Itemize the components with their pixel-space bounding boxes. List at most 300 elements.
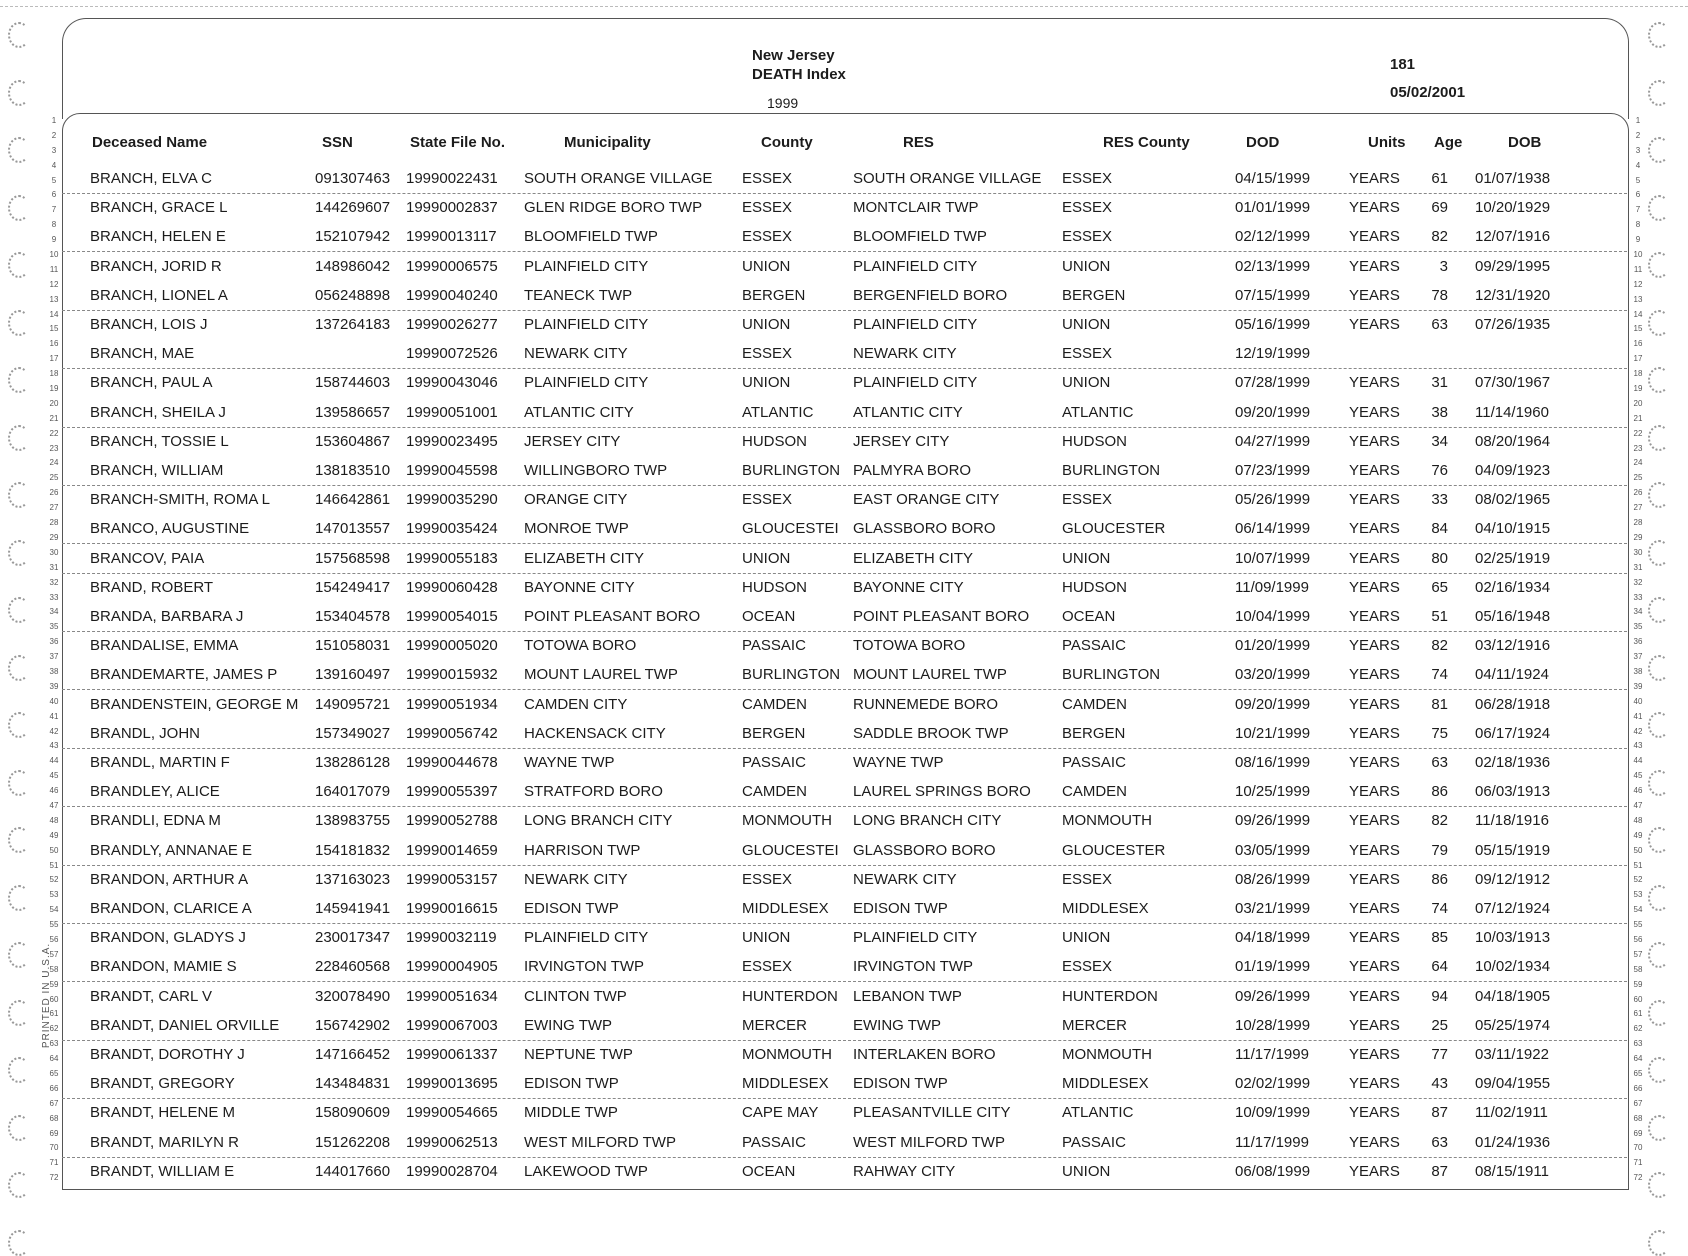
res-county-cell: PASSAIC <box>1062 754 1126 771</box>
tractor-hole-icon <box>1648 770 1670 796</box>
date-of-death-cell: 07/23/1999 <box>1235 462 1311 479</box>
ssn-cell: 152107942 <box>315 228 391 246</box>
res-county-cell: BERGEN <box>1062 724 1126 742</box>
table-row <box>62 952 1627 982</box>
state-file-no-cell: 19990004905 <box>406 958 498 976</box>
deceased-name-cell: BRANDT, GREGORY <box>90 1075 235 1093</box>
municipality-cell: WILLINGBORO TWP <box>524 462 668 479</box>
line-numbers-left: 1 2 3 4 5 6 7 8 9 10 11 12 13 14 15 16 17 18 19 20 21 22 23 24 25 26 27 28 29 30 31 32 33 34 35 36 37 38 39 40 41 42 43 44 45 46 47 48 49 50 51 52 53 54 55 56 57 58 59 60 61 62 63 64 65 66 67 68 69 70 71 72 <box>49 116 59 1183</box>
date-of-death-cell: 01/20/1999 <box>1235 637 1311 655</box>
date-of-death-cell: 04/15/1999 <box>1235 170 1311 187</box>
residence-cell: SADDLE BROOK TWP <box>853 724 1009 742</box>
date-of-death-cell: 06/08/1999 <box>1235 1162 1311 1180</box>
tractor-hole-icon <box>1648 367 1670 393</box>
state-file-no-cell: 19990026277 <box>406 316 498 333</box>
date-of-death-cell: 10/07/1999 <box>1235 549 1311 567</box>
county-cell: UNION <box>742 257 791 275</box>
residence-cell: JERSEY CITY <box>853 432 950 450</box>
ssn-cell: 138183510 <box>315 462 391 479</box>
state-file-no-cell: 19990028704 <box>406 1162 498 1180</box>
deceased-name-cell: BRANCOV, PAIA <box>90 549 205 567</box>
deceased-name-cell: BRANDLI, EDNA M <box>90 812 221 830</box>
state-file-no-cell: 19990045598 <box>406 462 498 479</box>
age-units-cell: YEARS <box>1349 1162 1400 1180</box>
state-file-no-cell: 19990051634 <box>406 987 498 1005</box>
date-of-death-cell: 03/20/1999 <box>1235 666 1311 684</box>
age-units-cell: YEARS <box>1349 783 1400 801</box>
tractor-hole-icon <box>8 1172 30 1198</box>
residence-cell: IRVINGTON TWP <box>853 958 974 976</box>
residence-cell: GLASSBORO BORO <box>853 841 996 859</box>
residence-cell: PALMYRA BORO <box>853 462 972 479</box>
col-header-state-file-no: State File No. <box>410 134 506 151</box>
tractor-hole-icon <box>8 827 30 853</box>
age-units-cell: YEARS <box>1349 812 1400 830</box>
col-header-ssn: SSN <box>322 134 353 151</box>
date-of-death-cell: 10/25/1999 <box>1235 783 1311 801</box>
municipality-cell: PLAINFIELD CITY <box>524 316 649 333</box>
age-cell: 76 <box>1431 462 1448 479</box>
deceased-name-cell: BRANCH, ELVA C <box>90 170 212 187</box>
res-county-cell: OCEAN <box>1062 608 1116 625</box>
residence-cell: MOUNT LAUREL TWP <box>853 666 1007 684</box>
residence-cell: ELIZABETH CITY <box>853 549 974 567</box>
tractor-hole-icon <box>1648 1000 1670 1026</box>
tractor-hole-icon <box>8 137 30 163</box>
deceased-name-cell: BRANDON, CLARICE A <box>90 900 252 917</box>
table-row <box>62 368 1627 397</box>
deceased-name-cell: BRAND, ROBERT <box>90 578 214 596</box>
date-of-death-cell: 10/21/1999 <box>1235 724 1311 742</box>
table-row <box>62 602 1627 632</box>
res-county-cell: ESSEX <box>1062 958 1113 976</box>
age-cell: 33 <box>1431 491 1448 509</box>
municipality-cell: MOUNT LAUREL TWP <box>524 666 678 684</box>
date-of-birth-cell: 04/10/1915 <box>1475 520 1551 538</box>
age-cell: 84 <box>1431 520 1448 538</box>
county-cell: ATLANTIC <box>742 403 814 421</box>
res-county-cell: CAMDEN <box>1062 695 1128 713</box>
date-of-death-cell: 01/19/1999 <box>1235 958 1311 976</box>
page-number: 181 <box>1390 56 1416 73</box>
municipality-cell: GLEN RIDGE BORO TWP <box>524 199 703 217</box>
tractor-hole-icon <box>8 540 30 566</box>
date-of-birth-cell: 11/18/1916 <box>1475 812 1549 830</box>
date-of-birth-cell: 12/07/1916 <box>1475 228 1551 246</box>
age-cell: 79 <box>1431 841 1448 859</box>
county-cell: BURLINGTON <box>742 666 841 684</box>
municipality-cell: ORANGE CITY <box>524 491 628 509</box>
state-file-no-cell: 19990051001 <box>406 403 498 421</box>
date-of-birth-cell: 10/03/1913 <box>1475 929 1551 947</box>
date-of-death-cell: 09/20/1999 <box>1235 695 1311 713</box>
date-of-death-cell: 07/28/1999 <box>1235 374 1311 392</box>
residence-cell: SOUTH ORANGE VILLAGE <box>853 170 1042 187</box>
date-of-death-cell: 08/26/1999 <box>1235 870 1311 888</box>
date-of-birth-cell: 06/17/1924 <box>1475 724 1551 742</box>
ssn-cell: 320078490 <box>315 987 391 1005</box>
date-of-death-cell: 04/27/1999 <box>1235 432 1311 450</box>
tractor-hole-icon <box>8 482 30 508</box>
municipality-cell: NEWARK CITY <box>524 345 628 363</box>
deceased-name-cell: BRANDT, DANIEL ORVILLE <box>90 1016 280 1034</box>
ssn-cell: 157349027 <box>315 724 391 742</box>
date-of-death-cell: 09/26/1999 <box>1235 987 1311 1005</box>
age-cell: 82 <box>1431 637 1448 655</box>
age-cell: 43 <box>1431 1075 1448 1093</box>
date-of-birth-cell: 09/04/1955 <box>1475 1075 1551 1093</box>
tractor-hole-icon <box>8 597 30 623</box>
county-cell: CAMDEN <box>742 695 808 713</box>
deceased-name-cell: BRANCH, LIONEL A <box>90 286 228 304</box>
tractor-hole-icon <box>8 252 30 278</box>
deceased-name-cell: BRANCH, HELEN E <box>90 228 226 246</box>
table-row <box>62 777 1627 807</box>
deceased-name-cell: BRANDEMARTE, JAMES P <box>90 666 278 684</box>
state-file-no-cell: 19990035290 <box>406 491 498 509</box>
ssn-cell: 149095721 <box>315 695 391 713</box>
ssn-cell: 148986042 <box>315 257 391 275</box>
deceased-name-cell: BRANCH, LOIS J <box>90 316 208 333</box>
county-cell: PASSAIC <box>742 1133 806 1151</box>
res-county-cell: HUDSON <box>1062 578 1128 596</box>
age-cell: 3 <box>1439 257 1448 275</box>
table-row <box>62 923 1627 952</box>
state-file-no-cell: 19990055183 <box>406 549 498 567</box>
table-row <box>62 894 1627 924</box>
table-row <box>62 982 1627 1011</box>
ssn-cell: 144269607 <box>315 199 391 217</box>
state-file-no-cell: 19990035424 <box>406 520 498 538</box>
deceased-name-cell: BRANDT, CARL V <box>90 987 212 1005</box>
ssn-cell: 230017347 <box>315 929 391 947</box>
tractor-hole-icon <box>1648 1115 1670 1141</box>
table-row <box>62 222 1627 252</box>
tractor-hole-icon <box>8 80 30 106</box>
deceased-name-cell: BRANDT, DOROTHY J <box>90 1046 245 1063</box>
deceased-name-cell: BRANDT, WILLIAM E <box>90 1162 235 1180</box>
deceased-name-cell: BRANDON, ARTHUR A <box>90 870 249 888</box>
deceased-name-cell: BRANCH, MAE <box>90 345 195 363</box>
municipality-cell: BLOOMFIELD TWP <box>524 228 658 246</box>
municipality-cell: LAKEWOOD TWP <box>524 1162 648 1180</box>
table-row <box>62 1011 1627 1041</box>
residence-cell: POINT PLEASANT BORO <box>853 608 1030 625</box>
residence-cell: INTERLAKEN BORO <box>853 1046 996 1063</box>
age-cell: 34 <box>1431 432 1448 450</box>
age-units-cell: YEARS <box>1349 374 1400 392</box>
tractor-hole-icon <box>8 770 30 796</box>
table-row <box>62 719 1627 749</box>
state-file-no-cell: 19990044678 <box>406 754 498 771</box>
date-of-birth-cell: 05/16/1948 <box>1475 608 1551 625</box>
table-row <box>62 1128 1627 1158</box>
state-file-no-cell: 19990023495 <box>406 432 498 450</box>
date-of-birth-cell: 07/30/1967 <box>1475 374 1551 392</box>
state-file-no-cell: 19990002837 <box>406 199 498 217</box>
state-file-no-cell: 19990043046 <box>406 374 498 392</box>
municipality-cell: NEPTUNE TWP <box>524 1046 633 1063</box>
res-county-cell: UNION <box>1062 257 1111 275</box>
age-units-cell: YEARS <box>1349 316 1400 333</box>
county-cell: ESSEX <box>742 491 793 509</box>
state-file-no-cell: 19990016615 <box>406 900 498 917</box>
tractor-hole-icon <box>1648 1057 1670 1083</box>
county-cell: ESSEX <box>742 345 793 363</box>
age-cell: 51 <box>1431 608 1448 625</box>
date-of-birth-cell: 08/02/1965 <box>1475 491 1551 509</box>
age-units-cell: YEARS <box>1349 1016 1400 1034</box>
line-numbers-right: 1 2 3 4 5 6 7 8 9 10 11 12 13 14 15 16 17 18 19 20 21 22 23 24 25 26 27 28 29 30 31 32 33 34 35 36 37 38 39 40 41 42 43 44 45 46 47 48 49 50 51 52 53 54 55 56 57 58 59 60 61 62 63 64 65 66 67 68 69 70 71 72 <box>1633 116 1643 1183</box>
residence-cell: BLOOMFIELD TWP <box>853 228 987 246</box>
municipality-cell: WEST MILFORD TWP <box>524 1133 676 1151</box>
deceased-name-cell: BRANCH, SHEILA J <box>90 403 226 421</box>
table-row <box>62 573 1627 602</box>
age-cell: 74 <box>1431 900 1448 917</box>
age-units-cell: YEARS <box>1349 870 1400 888</box>
age-units-cell: YEARS <box>1349 549 1400 567</box>
age-cell: 94 <box>1431 987 1448 1005</box>
age-cell: 64 <box>1431 958 1448 976</box>
residence-cell: LONG BRANCH CITY <box>853 812 1002 830</box>
table-row <box>62 748 1627 777</box>
deceased-name-cell: BRANCH, TOSSIE L <box>90 432 229 450</box>
tractor-hole-icon <box>8 655 30 681</box>
state-file-no-cell: 19990067003 <box>406 1016 498 1034</box>
residence-cell: ATLANTIC CITY <box>853 403 963 421</box>
residence-cell: RAHWAY CITY <box>853 1162 956 1180</box>
age-units-cell: YEARS <box>1349 841 1400 859</box>
county-cell: MERCER <box>742 1016 808 1034</box>
residence-cell: EWING TWP <box>853 1016 942 1034</box>
tractor-hole-icon <box>1648 712 1670 738</box>
tractor-hole-icon <box>1648 1172 1670 1198</box>
county-cell: MIDDLESEX <box>742 900 829 917</box>
deceased-name-cell: BRANDT, MARILYN R <box>90 1133 239 1151</box>
deceased-name-cell: BRANCO, AUGUSTINE <box>90 520 250 538</box>
ssn-cell: 164017079 <box>315 783 391 801</box>
index-year: 1999 <box>767 95 799 111</box>
age-cell: 38 <box>1431 403 1448 421</box>
ssn-cell: 157568598 <box>315 549 391 567</box>
tractor-hole-icon <box>1648 22 1670 48</box>
date-of-birth-cell: 10/02/1934 <box>1475 958 1551 976</box>
county-cell: OCEAN <box>742 608 796 625</box>
ssn-cell: 154249417 <box>315 578 391 596</box>
age-units-cell: YEARS <box>1349 724 1400 742</box>
age-units-cell: YEARS <box>1349 929 1400 947</box>
table-row <box>62 836 1627 866</box>
res-county-cell: BURLINGTON <box>1062 666 1161 684</box>
age-units-cell: YEARS <box>1349 900 1400 917</box>
age-units-cell: YEARS <box>1349 958 1400 976</box>
tractor-hole-icon <box>8 22 30 48</box>
municipality-cell: CLINTON TWP <box>524 987 627 1005</box>
date-of-birth-cell: 02/18/1936 <box>1475 754 1551 771</box>
ssn-cell: 151058031 <box>315 637 391 655</box>
municipality-cell: PLAINFIELD CITY <box>524 929 649 947</box>
date-of-birth-cell: 06/28/1918 <box>1475 695 1551 713</box>
ssn-cell: 139160497 <box>315 666 391 684</box>
age-cell: 87 <box>1431 1104 1448 1122</box>
deceased-name-cell: BRANDALISE, EMMA <box>90 637 239 655</box>
residence-cell: NEWARK CITY <box>853 870 957 888</box>
date-of-birth-cell: 02/16/1934 <box>1475 578 1551 596</box>
tractor-hole-icon <box>1648 827 1670 853</box>
county-cell: PASSAIC <box>742 637 806 655</box>
residence-cell: PLEASANTVILLE CITY <box>853 1104 1011 1122</box>
tractor-hole-icon <box>1648 540 1670 566</box>
age-cell: 69 <box>1431 199 1448 217</box>
res-county-cell: ESSEX <box>1062 345 1113 363</box>
tractor-hole-icon <box>1648 885 1670 911</box>
county-cell: HUDSON <box>742 432 808 450</box>
county-cell: BURLINGTON <box>742 462 841 479</box>
table-row <box>62 310 1627 339</box>
county-cell: HUDSON <box>742 578 808 596</box>
deceased-name-cell: BRANDLY, ANNANAE E <box>90 841 253 859</box>
date-of-death-cell: 08/16/1999 <box>1235 754 1311 771</box>
age-units-cell: YEARS <box>1349 666 1400 684</box>
ssn-cell: 146642861 <box>315 491 391 509</box>
age-units-cell: YEARS <box>1349 491 1400 509</box>
age-units-cell: YEARS <box>1349 286 1400 304</box>
age-units-cell: YEARS <box>1349 170 1400 187</box>
res-county-cell: MONMOUTH <box>1062 812 1152 830</box>
res-county-cell: GLOUCESTER <box>1062 520 1166 538</box>
res-county-cell: ESSEX <box>1062 170 1113 187</box>
county-cell: BERGEN <box>742 724 806 742</box>
ssn-cell: 138286128 <box>315 754 391 771</box>
ssn-cell: 158744603 <box>315 374 391 392</box>
state-file-no-cell: 19990054665 <box>406 1104 498 1122</box>
date-of-birth-cell: 04/11/1924 <box>1475 666 1549 684</box>
deceased-name-cell: BRANCH, WILLIAM <box>90 462 224 479</box>
tractor-hole-icon <box>1648 482 1670 508</box>
municipality-cell: EDISON TWP <box>524 900 619 917</box>
ssn-cell: 145941941 <box>315 900 391 917</box>
state-file-no-cell: 19990062513 <box>406 1133 498 1151</box>
margin-printed-text: PRINTED IN U.S.A. <box>41 942 53 1049</box>
tractor-hole-icon <box>1648 425 1670 451</box>
state-file-no-cell: 19990022431 <box>406 170 498 187</box>
date-of-death-cell: 06/14/1999 <box>1235 520 1311 538</box>
age-units-cell: YEARS <box>1349 578 1400 596</box>
municipality-cell: TOTOWA BORO <box>524 637 637 655</box>
date-of-death-cell: 05/26/1999 <box>1235 491 1311 509</box>
deceased-name-cell: BRANDON, GLADYS J <box>90 929 246 947</box>
date-of-birth-cell: 08/15/1911 <box>1475 1162 1549 1180</box>
table-row <box>62 427 1627 456</box>
age-units-cell: YEARS <box>1349 1075 1400 1093</box>
date-of-death-cell: 01/01/1999 <box>1235 199 1311 217</box>
res-county-cell: UNION <box>1062 1162 1111 1180</box>
state-file-no-cell: 19990055397 <box>406 783 498 801</box>
age-cell: 86 <box>1431 870 1448 888</box>
county-cell: UNION <box>742 316 791 333</box>
date-of-birth-cell: 12/31/1920 <box>1475 286 1551 304</box>
tractor-hole-icon <box>8 310 30 336</box>
deceased-name-cell: BRANDL, JOHN <box>90 724 201 742</box>
table-row <box>62 1098 1627 1127</box>
ssn-cell: 154181832 <box>315 841 391 859</box>
age-units-cell: YEARS <box>1349 257 1400 275</box>
municipality-cell: MONROE TWP <box>524 520 629 538</box>
tractor-hole-icon <box>8 367 30 393</box>
tractor-hole-icon <box>1648 655 1670 681</box>
age-units-cell: YEARS <box>1349 695 1400 713</box>
res-county-cell: BERGEN <box>1062 286 1126 304</box>
tractor-hole-icon <box>8 1057 30 1083</box>
table-row <box>62 690 1627 719</box>
residence-cell: RUNNEMEDE BORO <box>853 695 999 713</box>
table-row <box>62 398 1627 428</box>
county-cell: BERGEN <box>742 286 806 304</box>
ssn-cell: 091307463 <box>315 170 391 187</box>
tractor-hole-icon <box>8 195 30 221</box>
municipality-cell: HARRISON TWP <box>524 841 641 859</box>
date-of-birth-cell: 07/12/1924 <box>1475 900 1551 917</box>
date-of-death-cell: 05/16/1999 <box>1235 316 1311 333</box>
deceased-name-cell: BRANDA, BARBARA J <box>90 608 244 625</box>
age-cell: 61 <box>1431 170 1448 187</box>
residence-cell: WAYNE TWP <box>853 754 944 771</box>
county-cell: HUNTERDON <box>742 987 838 1005</box>
state-file-no-cell: 19990006575 <box>406 257 498 275</box>
municipality-cell: JERSEY CITY <box>524 432 621 450</box>
state-file-no-cell: 19990072526 <box>406 345 498 363</box>
county-cell: MONMOUTH <box>742 812 832 830</box>
table-row <box>62 339 1627 369</box>
date-of-birth-cell: 04/09/1923 <box>1475 462 1551 479</box>
tractor-hole-icon <box>1648 137 1670 163</box>
tractor-feed-holes-left <box>8 0 48 1245</box>
age-cell: 86 <box>1431 783 1448 801</box>
col-header-res-county: RES County <box>1103 134 1190 151</box>
county-cell: ESSEX <box>742 199 793 217</box>
age-cell: 63 <box>1431 1133 1448 1151</box>
date-of-death-cell: 12/19/1999 <box>1235 345 1311 363</box>
residence-cell: LAUREL SPRINGS BORO <box>853 783 1031 801</box>
deceased-name-cell: BRANCH, PAUL A <box>90 374 213 392</box>
date-of-birth-cell: 01/07/1938 <box>1475 170 1551 187</box>
date-of-birth-cell: 05/15/1919 <box>1475 841 1551 859</box>
county-cell: UNION <box>742 374 791 392</box>
municipality-cell: CAMDEN CITY <box>524 695 628 713</box>
ssn-cell: 137264183 <box>315 316 391 333</box>
table-row <box>62 456 1627 486</box>
table-row <box>62 1157 1627 1186</box>
age-units-cell: YEARS <box>1349 1104 1400 1122</box>
date-of-death-cell: 10/28/1999 <box>1235 1016 1311 1034</box>
res-county-cell: ESSEX <box>1062 228 1113 246</box>
state-file-no-cell: 19990014659 <box>406 841 498 859</box>
state-file-no-cell: 19990060428 <box>406 578 498 596</box>
tractor-hole-icon <box>8 425 30 451</box>
table-row <box>62 485 1627 514</box>
tractor-hole-icon <box>8 1000 30 1026</box>
age-cell: 80 <box>1431 549 1448 567</box>
tractor-hole-icon <box>1648 195 1670 221</box>
residence-cell: EDISON TWP <box>853 900 948 917</box>
residence-cell: TOTOWA BORO <box>853 637 966 655</box>
county-cell: GLOUCESTEI <box>742 841 839 859</box>
res-county-cell: HUNTERDON <box>1062 987 1158 1005</box>
ssn-cell: 137163023 <box>315 870 391 888</box>
municipality-cell: TEANECK TWP <box>524 286 633 304</box>
age-cell: 75 <box>1431 724 1448 742</box>
table-row <box>62 1040 1627 1069</box>
